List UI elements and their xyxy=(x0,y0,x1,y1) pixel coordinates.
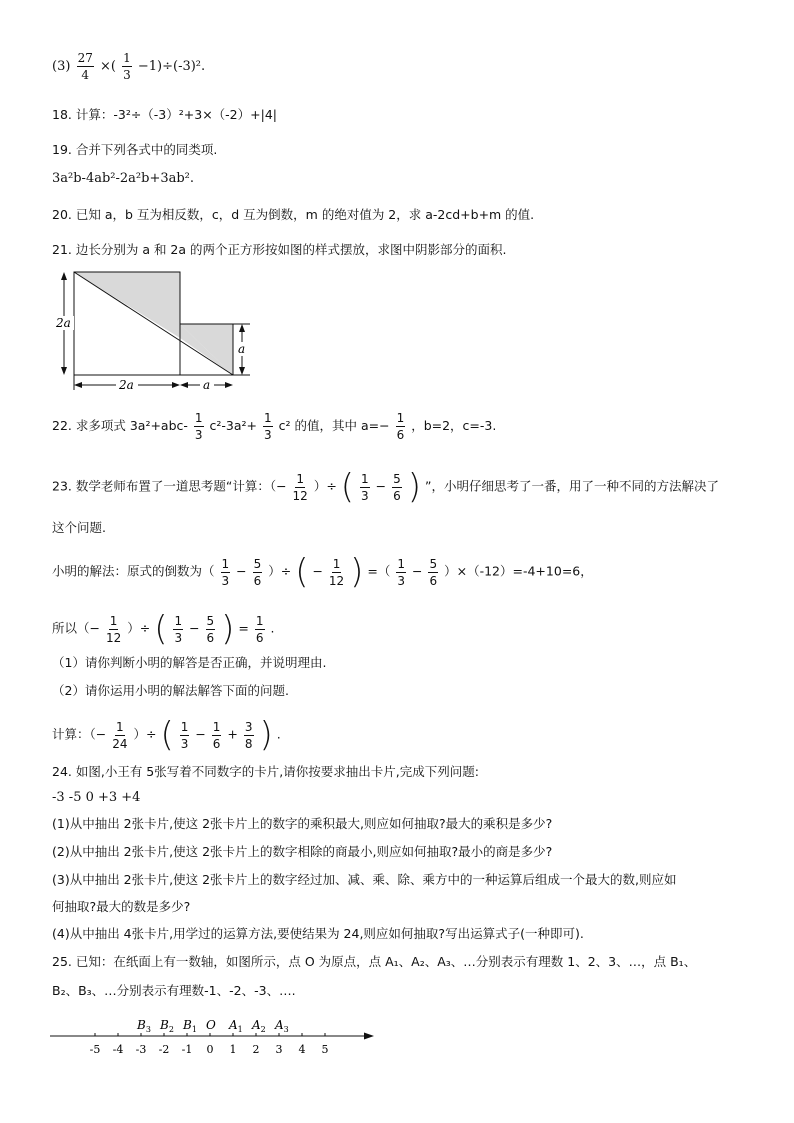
sol-fraction-5-6: $\frac{5}{6}$ xyxy=(253,556,262,588)
axis-point-label: $A_1$ xyxy=(229,1018,243,1034)
axis-tick-label: 0 xyxy=(206,1043,214,1056)
axis-point-label: $B_3$ xyxy=(137,1018,151,1034)
right-arrow-down xyxy=(239,367,245,375)
calc-fraction-1-3: $\frac{1}{3}$ xyxy=(180,719,189,751)
sol-fraction-1-3: $\frac{1}{3}$ xyxy=(221,556,230,588)
left-label: 2a xyxy=(56,316,71,330)
number-line-figure xyxy=(48,1010,378,1058)
q23-continuation: 这个问题. xyxy=(52,520,106,535)
bottom-left-label: 2a xyxy=(119,378,134,392)
axis-point-label: $A_2$ xyxy=(252,1018,266,1034)
axis-tick-label: -3 xyxy=(135,1043,147,1056)
so-fraction-1-3: $\frac{1}{3}$ xyxy=(174,613,183,645)
axis-point-label: $B_1$ xyxy=(183,1018,197,1034)
q23-calc: 计算：（− $\frac{1}{24}$ ）÷ ( $\frac{1}{3}$ − $\frac{1}{6}$ + $\frac{3}{8}$ ) . xyxy=(52,715,281,755)
fraction-27-4: $\frac{27}{4}$ xyxy=(77,51,93,82)
q23-statement: 23. 数学老师布置了一道思考题“计算：（− $\frac{1}{12}$ ）÷ ( $\frac{1}{3}$ − $\frac{5}{6}$ ) ”，小明仔细思考了一番，用了一种不同的方法解决了 xyxy=(52,467,719,507)
q25-line2: B₂、B₃、…分别表示有理数-1、-2、-3、…. xyxy=(52,983,296,998)
q24-part4: (4)从中抽出 4张卡片,用学过的运算方法,要使结果为 24,则应如何抽取?写出运算式子(一种即可). xyxy=(52,926,584,941)
q19: 19. 合并下列各式中的同类项. xyxy=(52,142,218,157)
axis-point-label: $A_3$ xyxy=(275,1018,289,1034)
axis-tick-label: -1 xyxy=(181,1043,193,1056)
q17-part3: (3) $\frac{27}{4}$ ×( $\frac{1}{3}$ −1)÷(-3)². xyxy=(52,51,206,82)
so-fraction-1-6: $\frac{1}{6}$ xyxy=(255,613,264,645)
q24-title: 24. 如图,小王有 5张写着不同数字的卡片,请你按要求抽出卡片,完成下列问题: xyxy=(52,764,479,779)
right-label: a xyxy=(238,342,246,356)
q24-part1: (1)从中抽出 2张卡片,使这 2张卡片上的数字的乘积最大,则应如何抽取?最大的乘积是多少? xyxy=(52,816,553,831)
q23-part2: （2）请你运用小明的解法解答下面的问题. xyxy=(52,683,289,698)
fraction-1-6: $\frac{1}{6}$ xyxy=(396,411,405,442)
axis-tick-label: 3 xyxy=(275,1043,283,1056)
axis-point-label: $B_2$ xyxy=(160,1018,174,1034)
left-arrow-down xyxy=(61,367,67,375)
sol-fraction-5-6-b: $\frac{5}{6}$ xyxy=(429,556,438,588)
axis-tick-label: 1 xyxy=(229,1043,237,1056)
left-arrow-up xyxy=(61,272,67,280)
q24-cards: -3 -5 0 +3 +4 xyxy=(52,790,141,805)
q21-figure xyxy=(50,268,260,392)
calc-fraction-1-24: $\frac{1}{24}$ xyxy=(112,719,128,751)
fraction-5-6: $\frac{5}{6}$ xyxy=(393,471,401,503)
axis-tick-label: -2 xyxy=(158,1043,170,1056)
axis-tick-label: -5 xyxy=(89,1043,101,1056)
axis-tick-label: 2 xyxy=(252,1043,260,1056)
fraction-1-3-b: $\frac{1}{3}$ xyxy=(264,411,272,442)
calc-fraction-3-8: $\frac{3}{8}$ xyxy=(244,719,253,751)
so-fraction-1-12: $\frac{1}{12}$ xyxy=(105,613,122,645)
q23-conclusion: 所以（− $\frac{1}{12}$ ）÷ ( $\frac{1}{3}$ − $\frac{5}{6}$ ) = $\frac{1}{6}$ . xyxy=(52,609,275,649)
sol-fraction-1-12: $\frac{1}{12}$ xyxy=(328,556,345,588)
q24-part3: (3)从中抽出 2张卡片,使这 2张卡片上的数字经过加、减、乘、除、乘方中的一种运算后组成一个最大的数,则应如 xyxy=(52,872,677,887)
q25-line1: 25. 已知：在纸面上有一数轴，如图所示，点 O 为原点，点 A₁、A₂、A₃、…分别表示有理数 1、2、3、…，点 B₁、 xyxy=(52,954,697,969)
axis-tick-label: 4 xyxy=(298,1043,306,1056)
fraction-1-3-c: $\frac{1}{3}$ xyxy=(361,471,369,503)
sol-fraction-1-3-b: $\frac{1}{3}$ xyxy=(397,556,406,588)
q19-expression: 3a²b-4ab²-2a²b+3ab². xyxy=(52,171,195,186)
axis-tick-label: -4 xyxy=(112,1043,124,1056)
q24-part2: (2)从中抽出 2张卡片,使这 2张卡片上的数字相除的商最小,则应如何抽取?最小的商是多少? xyxy=(52,844,553,859)
fraction-1-3-a: $\frac{1}{3}$ xyxy=(194,411,203,442)
axis-arrow xyxy=(364,1033,374,1040)
q24-part3-cont: 何抽取?最大的数是多少? xyxy=(52,899,191,914)
fraction-1-3: $\frac{1}{3}$ xyxy=(123,51,131,82)
right-arrow-up xyxy=(239,324,245,332)
so-fraction-5-6: $\frac{5}{6}$ xyxy=(206,613,215,645)
fraction-1-12: $\frac{1}{12}$ xyxy=(292,471,308,503)
axis-tick-label: 5 xyxy=(321,1043,329,1056)
q23-solution: 小明的解法：原式的倒数为（ $\frac{1}{3}$ − $\frac{5}{6}$ ）÷ ( − $\frac{1}{12}$ ) =（ $\frac{1}{3}$ − $\frac{5}{6}$ ）×（-12）=-4+10=6， xyxy=(52,552,593,592)
q20: 20. 已知 a，b 互为相反数，c，d 互为倒数，m 的绝对值为 2，求 a-2cd+b+m 的值. xyxy=(52,207,535,222)
q21: 21. 边长分别为 a 和 2a 的两个正方形按如图的样式摆放，求图中阴影部分的面积. xyxy=(52,242,507,257)
q18: 18. 计算：-3²÷（-3）²+3×（-2）+|4| xyxy=(52,107,277,122)
q22: 22. 求多项式 3a²+abc- $\frac{1}{3}$ c²-3a²+ $\frac{1}{3}$ c² 的值，其中 a=− $\frac{1}{6}$ ，b=2，c=-3. xyxy=(52,411,497,442)
calc-fraction-1-6: $\frac{1}{6}$ xyxy=(212,719,221,751)
bottom-right-label: a xyxy=(203,378,211,392)
q23-part1: （1）请你判断小明的解答是否正确，并说明理由. xyxy=(52,655,327,670)
axis-point-label: O xyxy=(206,1018,216,1032)
